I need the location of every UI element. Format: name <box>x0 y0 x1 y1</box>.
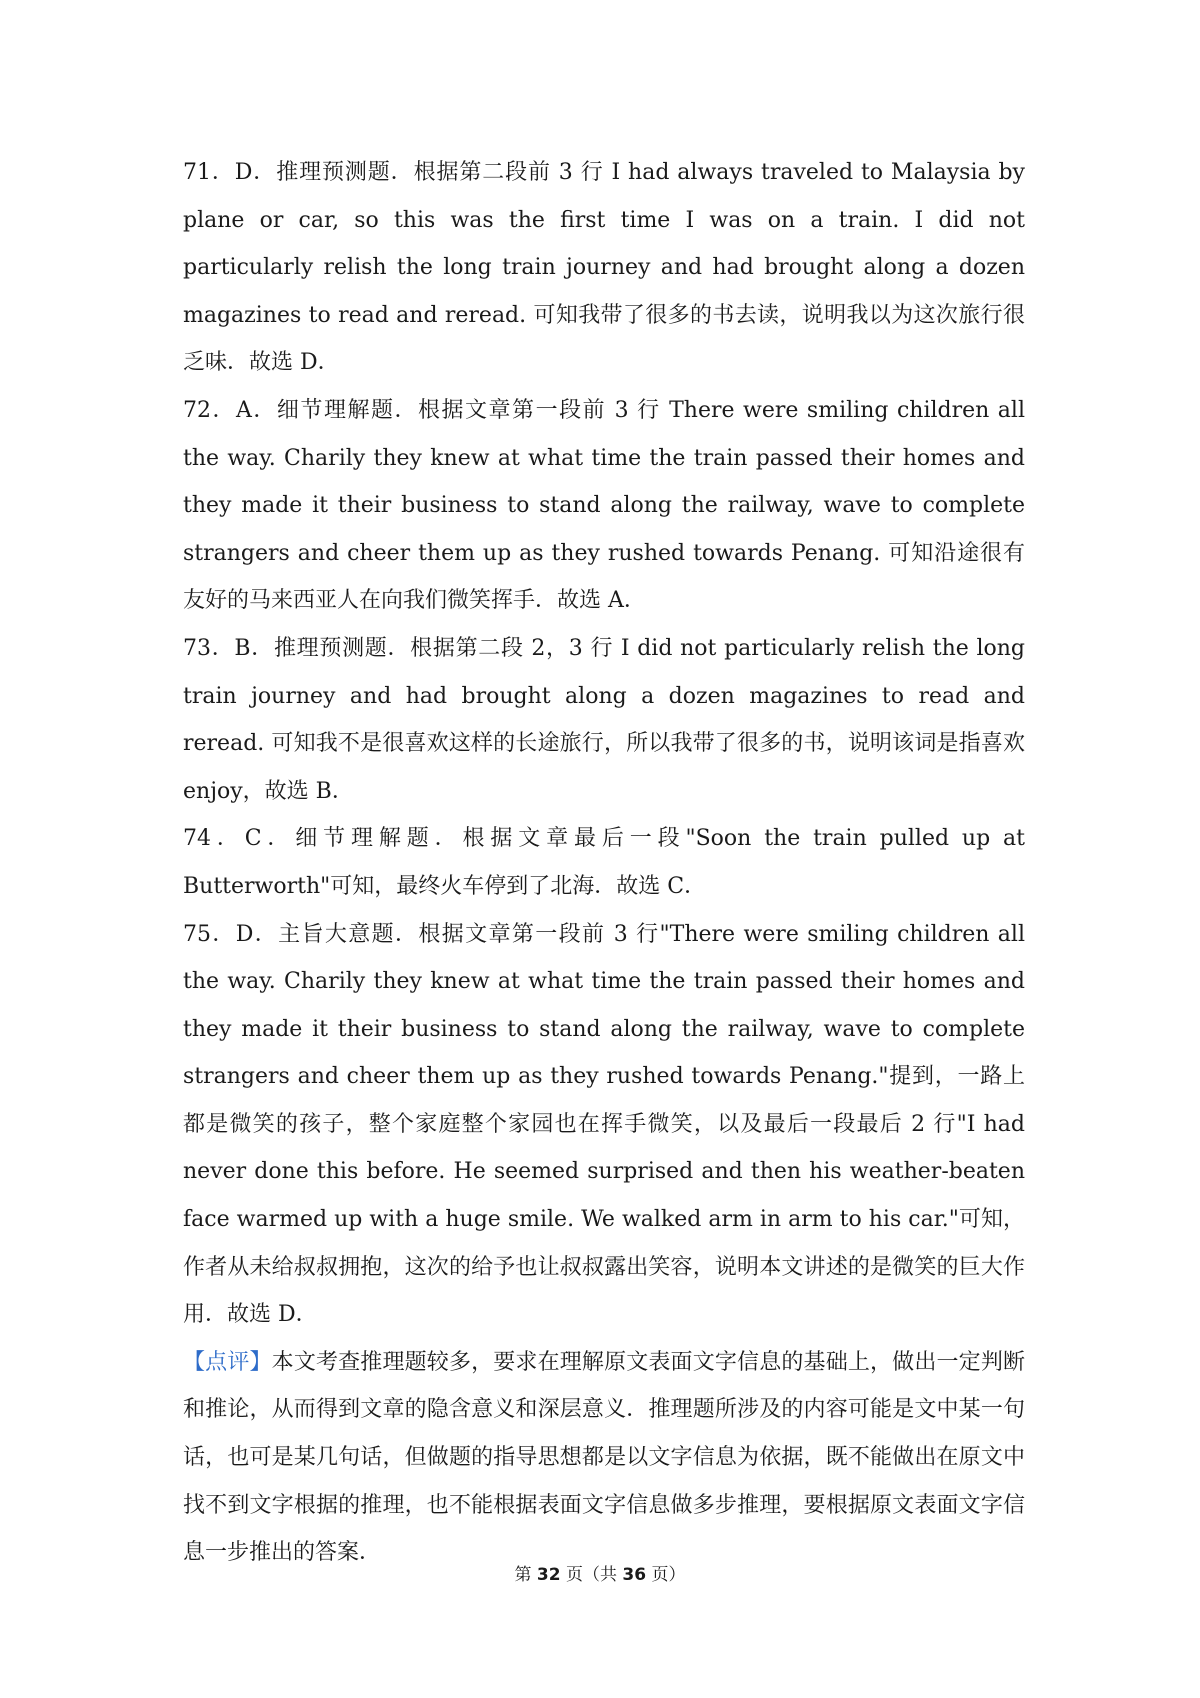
answer-72: 72．A．细节理解题．根据文章第一段前 3 行 There were smiling children all the way. Charily they knew at what time the train passed their homes and they made it their business to stand along the railway, wave to complete strangers and cheer them up as they rushed towards Penang. 可知沿途很有友好的马来西亚人在向我们微笑挥手．故选 A． <box>183 397 1025 614</box>
answer-71: 71．D．推理预测题．根据第二段前 3 行 I had always traveled to Malaysia by plane or car, so this was the first time I was on a train. I did not particularly relish the long train journey and had brought along a dozen magazines to read and reread. 可知我带了很多的书去读，说明我以为这次旅行很乏味．故选 D． <box>183 160 1025 376</box>
comment-text: 本文考查推理题较多，要求在理解原文表面文字信息的基础上，做出一定判断和推论，从而得到文章的隐含意义和深层意义．推理题所涉及的内容可能是文中某一句话，也可是某几句话，但做题的指导思想都是以文字信息为依据，既不能做出在原文中找不到文字根据的推理，也不能根据表面文字信息做多步推理，要根据原文表面文字信息一步推出的答案． <box>183 1349 1025 1566</box>
footer-suffix: 页） <box>651 1565 686 1585</box>
footer-total-pages: 36 <box>622 1565 647 1585</box>
comment-paragraph <box>183 1339 1025 1577</box>
answer-74: 74．C．细节理解题．根据文章最后一段"Soon the train pulled up at Butterworth"可知，最终火车停到了北海．故选 C． <box>183 826 1025 899</box>
answer-75: 75．D．主旨大意题．根据文章第一段前 3 行"There were smiling children all the way. Charily they knew at what time the train passed their homes and they made it their business to stand along the railway, wave to complete strangers and cheer them up as they rushed towards Penang."提到，一路上都是微笑的孩子，整个家庭整个家园也在挥手微笑，以及最后一段最后 2 行"I had never done this before. He seemed surprised and then his weather-beaten face warmed up with a huge smile. We walked arm in arm to his car."可知，作者从未给叔叔拥抱，这次的给予也让叔叔露出笑容，说明本文讲述的是微笑的巨大作用．故选 D． <box>183 921 1025 1328</box>
footer-middle: 页（共 <box>566 1565 617 1585</box>
comment-label: 【点评】 <box>183 1349 272 1375</box>
answer-73: 73．B．推理预测题．根据第二段 2，3 行 I did not particularly relish the long train journey and had brought along a dozen magazines to read and reread. 可知我不是很喜欢这样的长途旅行，所以我带了很多的书，说明该词是指喜欢 enjoy，故选 B． <box>183 635 1025 804</box>
page-footer <box>0 1560 1200 1585</box>
footer-page-number: 32 <box>536 1565 561 1585</box>
answer-explanations <box>183 149 1025 1577</box>
footer-prefix: 第 <box>514 1565 532 1585</box>
